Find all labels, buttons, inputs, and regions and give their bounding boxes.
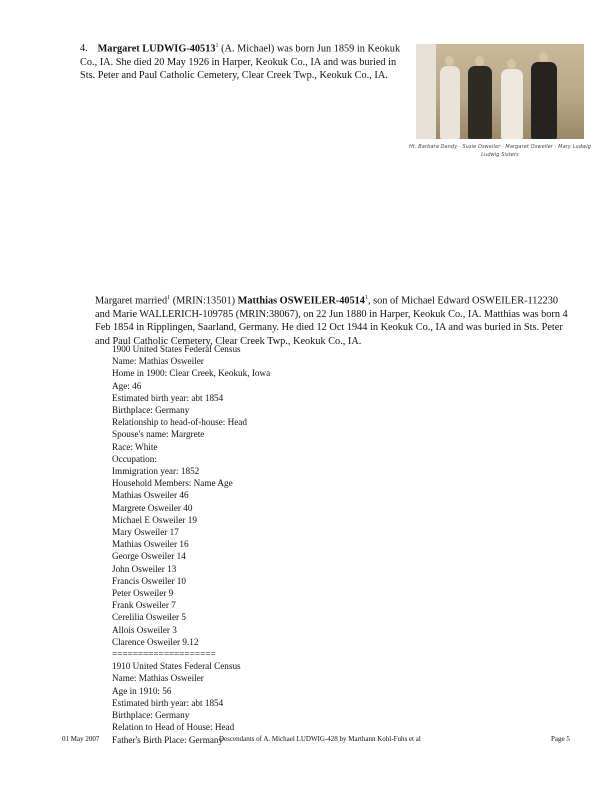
marriage-text-1: Margaret married (95, 295, 168, 307)
census-line: ==================== (112, 649, 216, 660)
census-line: Mathias Osweiler 46 (112, 490, 189, 501)
census-line: Birthplace: Germany (112, 405, 190, 416)
family-photo-block (404, 44, 596, 159)
census-line: John Osweiler 13 (112, 563, 177, 574)
census-line: Race: White (112, 441, 158, 452)
marriage-paragraph (95, 292, 575, 348)
census-line: Allois Osweiler 3 (112, 624, 177, 635)
census-line: Relation to Head of House: Head (112, 722, 235, 733)
census-line: Age in 1910: 56 (112, 685, 172, 696)
photo-caption-title: Ludwig Sisters (481, 152, 519, 158)
footer-title: Descendants of A. Michael LUDWIG-428 by Marthann Kohl-Fuhs et al (219, 735, 421, 743)
census-line: Name: Mathias Osweiler (112, 356, 204, 367)
census-line: Michael E Osweiler 19 (112, 514, 197, 525)
census-line: 1910 United States Federal Census (112, 661, 241, 672)
census-line: Peter Osweiler 9 (112, 588, 174, 599)
marriage-details: , son of Michael Edward OSWEILER-112230 and Marie WALLERICH-109785 (MRIN:38067), on 22 Jun 1880 in Harper, Keokuk Co., IA. Matthias was born 4 Feb 1854 in Ripplingen, Saarland, Germany. He died 12 Oct 1944 in Keokuk Co., IA and was buried in Sts. Peter and Paul Catholic Cemetery, Clear Creek Twp., Keokuk Co., IA. (95, 295, 568, 347)
source-citation: 1 (364, 295, 368, 301)
photo-caption-names: Ht. Barbara Dandy · Susie Osweiler · Margaret Osweiler · Mary Ludwig (408, 144, 592, 150)
marriage-mrin: (MRIN:13501) (170, 295, 238, 307)
census-line: Age: 46 (112, 380, 142, 391)
census-line: Estimated birth year: abt 1854 (112, 697, 224, 708)
census-line: Estimated birth year: abt 1854 (112, 392, 224, 403)
census-line: 1900 United States Federal Census (112, 344, 241, 354)
census-line: Margrete Osweiler 40 (112, 502, 193, 513)
census-line: Name: Mathias Osweiler (112, 673, 204, 684)
census-line: Immigration year: 1852 (112, 466, 200, 477)
census-line: Household Members: Name Age (112, 478, 233, 489)
footer-date: 01 May 2007 (62, 735, 100, 743)
census-line: Occupation: (112, 453, 157, 464)
census-line: Cerelilia Osweiler 5 (112, 612, 186, 623)
page-number: Page 5 (551, 735, 570, 743)
census-line: Home in 1900: Clear Creek, Keokuk, Iowa (112, 368, 271, 379)
spouse-name: Matthias OSWEILER-40514 (237, 295, 365, 307)
census-line: Mary Osweiler 17 (112, 527, 179, 538)
person-details: (A. Michael) was born Jun 1859 in Keokuk Co., IA. She died 20 May 1926 in Harper, Keokuk Co., IA and was buried in Sts. Peter and Paul Catholic Cemetery, Clear Creek Twp., Keokuk Co., IA. (80, 43, 401, 82)
person-entry (80, 40, 405, 83)
census-line: Spouse's name: Margrete (112, 429, 205, 440)
source-citation: 1 (167, 295, 171, 301)
source-citation: 1 (215, 43, 219, 49)
census-records (112, 343, 412, 746)
census-line: George Osweiler 14 (112, 551, 186, 562)
census-line: Francis Osweiler 10 (112, 575, 186, 586)
census-line: Birthplace: Germany (112, 710, 190, 721)
census-line: Mathias Osweiler 16 (112, 539, 189, 550)
census-line: Relationship to head-of-house: Head (112, 417, 247, 428)
person-name: Margaret LUDWIG-40513 (97, 43, 216, 55)
census-line: Clarence Osweiler 9.12 (112, 636, 199, 647)
photo-caption (404, 143, 596, 159)
ludwig-sisters-photo (416, 44, 584, 139)
census-line: Father's Birth Place: Germany (112, 734, 224, 745)
entry-number: 4. (80, 43, 88, 55)
census-line: Frank Osweiler 7 (112, 600, 176, 611)
